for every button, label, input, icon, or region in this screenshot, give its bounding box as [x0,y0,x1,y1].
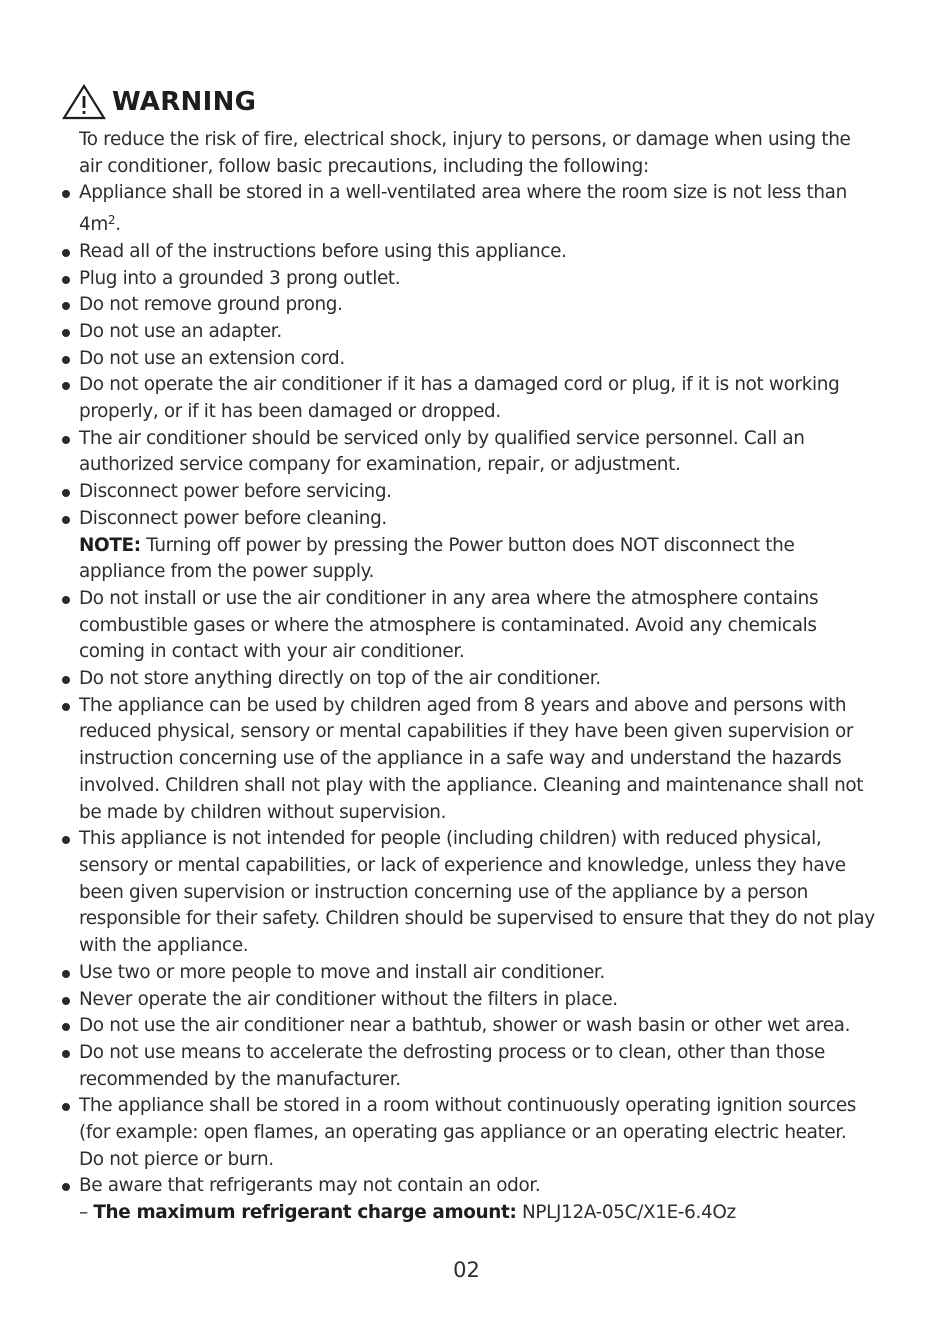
charge-label: The maximum refrigerant charge amount: [93,1202,517,1224]
refrigerant-charge-line: – The maximum refrigerant charge amount: NPLJ12A-05C/X1E-6.4Oz [79,1202,736,1224]
page-number: 02 [453,1258,480,1282]
list-item: Do not use an extension cord. [60,346,875,373]
list-item: This appliance is not intended for people (including children) with reduced physical, sensory or mental capabilities, or lack of experience and knowledge, unless they have been given supervision or instruction concerning use of the appliance by a person responsible for their safety. Children should be supervised to ensure that they do not play with the appliance. [60,826,875,960]
list-item: Do not use means to accelerate the defrosting process or to clean, other than those recommended by the manufacturer. [60,1040,875,1093]
note-text: NOTE: Turning off power by pressing the Power button does NOT disconnect the appliance from the power supply. [79,534,795,583]
list-item: Do not use the air conditioner near a bathtub, shower or wash basin or other wet area. [60,1013,875,1040]
note-label: NOTE: [79,534,141,556]
list-item: Do not store anything directly on top of the air conditioner. [60,666,875,693]
list-item: Disconnect power before cleaning. [60,506,875,533]
list-item: Never operate the air conditioner without the filters in place. [60,987,875,1014]
list-item: Disconnect power before servicing. [60,479,875,506]
list-item: The appliance can be used by children aged from 8 years and above and persons with reduced physical, sensory or mental capabilities if they have been given supervision or instruction concerning use of the appliance in a safe way and understand the hazards involved. Children shall not play with the appliance. Cleaning and maintenance shall not be made by children without supervision. [60,693,875,827]
list-item: Be aware that refrigerants may not contain an odor. [60,1173,875,1200]
list-item: Appliance shall be stored in a well-ventilated area where the room size is not less than $4m^2$. [60,180,875,238]
list-item: Plug into a grounded 3 prong outlet. [60,266,875,293]
intro-text: To reduce the risk of fire, electrical shock, injury to persons, or damage when using the air conditioner, follow basic precautions, including the following: [79,129,851,177]
list-item: Read all of the instructions before using this appliance. [60,239,875,266]
list-item: Do not install or use the air conditioner in any area where the atmosphere contains combustible gases or where the atmosphere is contaminated. Avoid any chemicals coming in contact with your air conditioner. [60,586,875,666]
warning-header [62,84,256,120]
list-item: The air conditioner should be serviced only by qualified service personnel. Call an authorized service company for examination, repair, or adjustment. [60,426,875,479]
list-item: Use two or more people to move and install air conditioner. [60,960,875,987]
charge-value: NPLJ12A-05C/X1E-6.4Oz [516,1202,736,1224]
warning-title: WARNING [112,87,257,117]
list-item: Do not remove ground prong. [60,292,875,319]
warning-content [60,127,875,1227]
list-item: The appliance shall be stored in a room without continuously operating ignition sources (for example: open flames, an operating gas appliance or an operating electric heater. Do not pierce or burn. [60,1093,875,1173]
warning-triangle-icon [62,84,106,120]
list-item: Do not use an adapter. [60,319,875,346]
list-item: Do not operate the air conditioner if it has a damaged cord or plug, if it is not working properly, or if it has been damaged or dropped. [60,372,875,425]
